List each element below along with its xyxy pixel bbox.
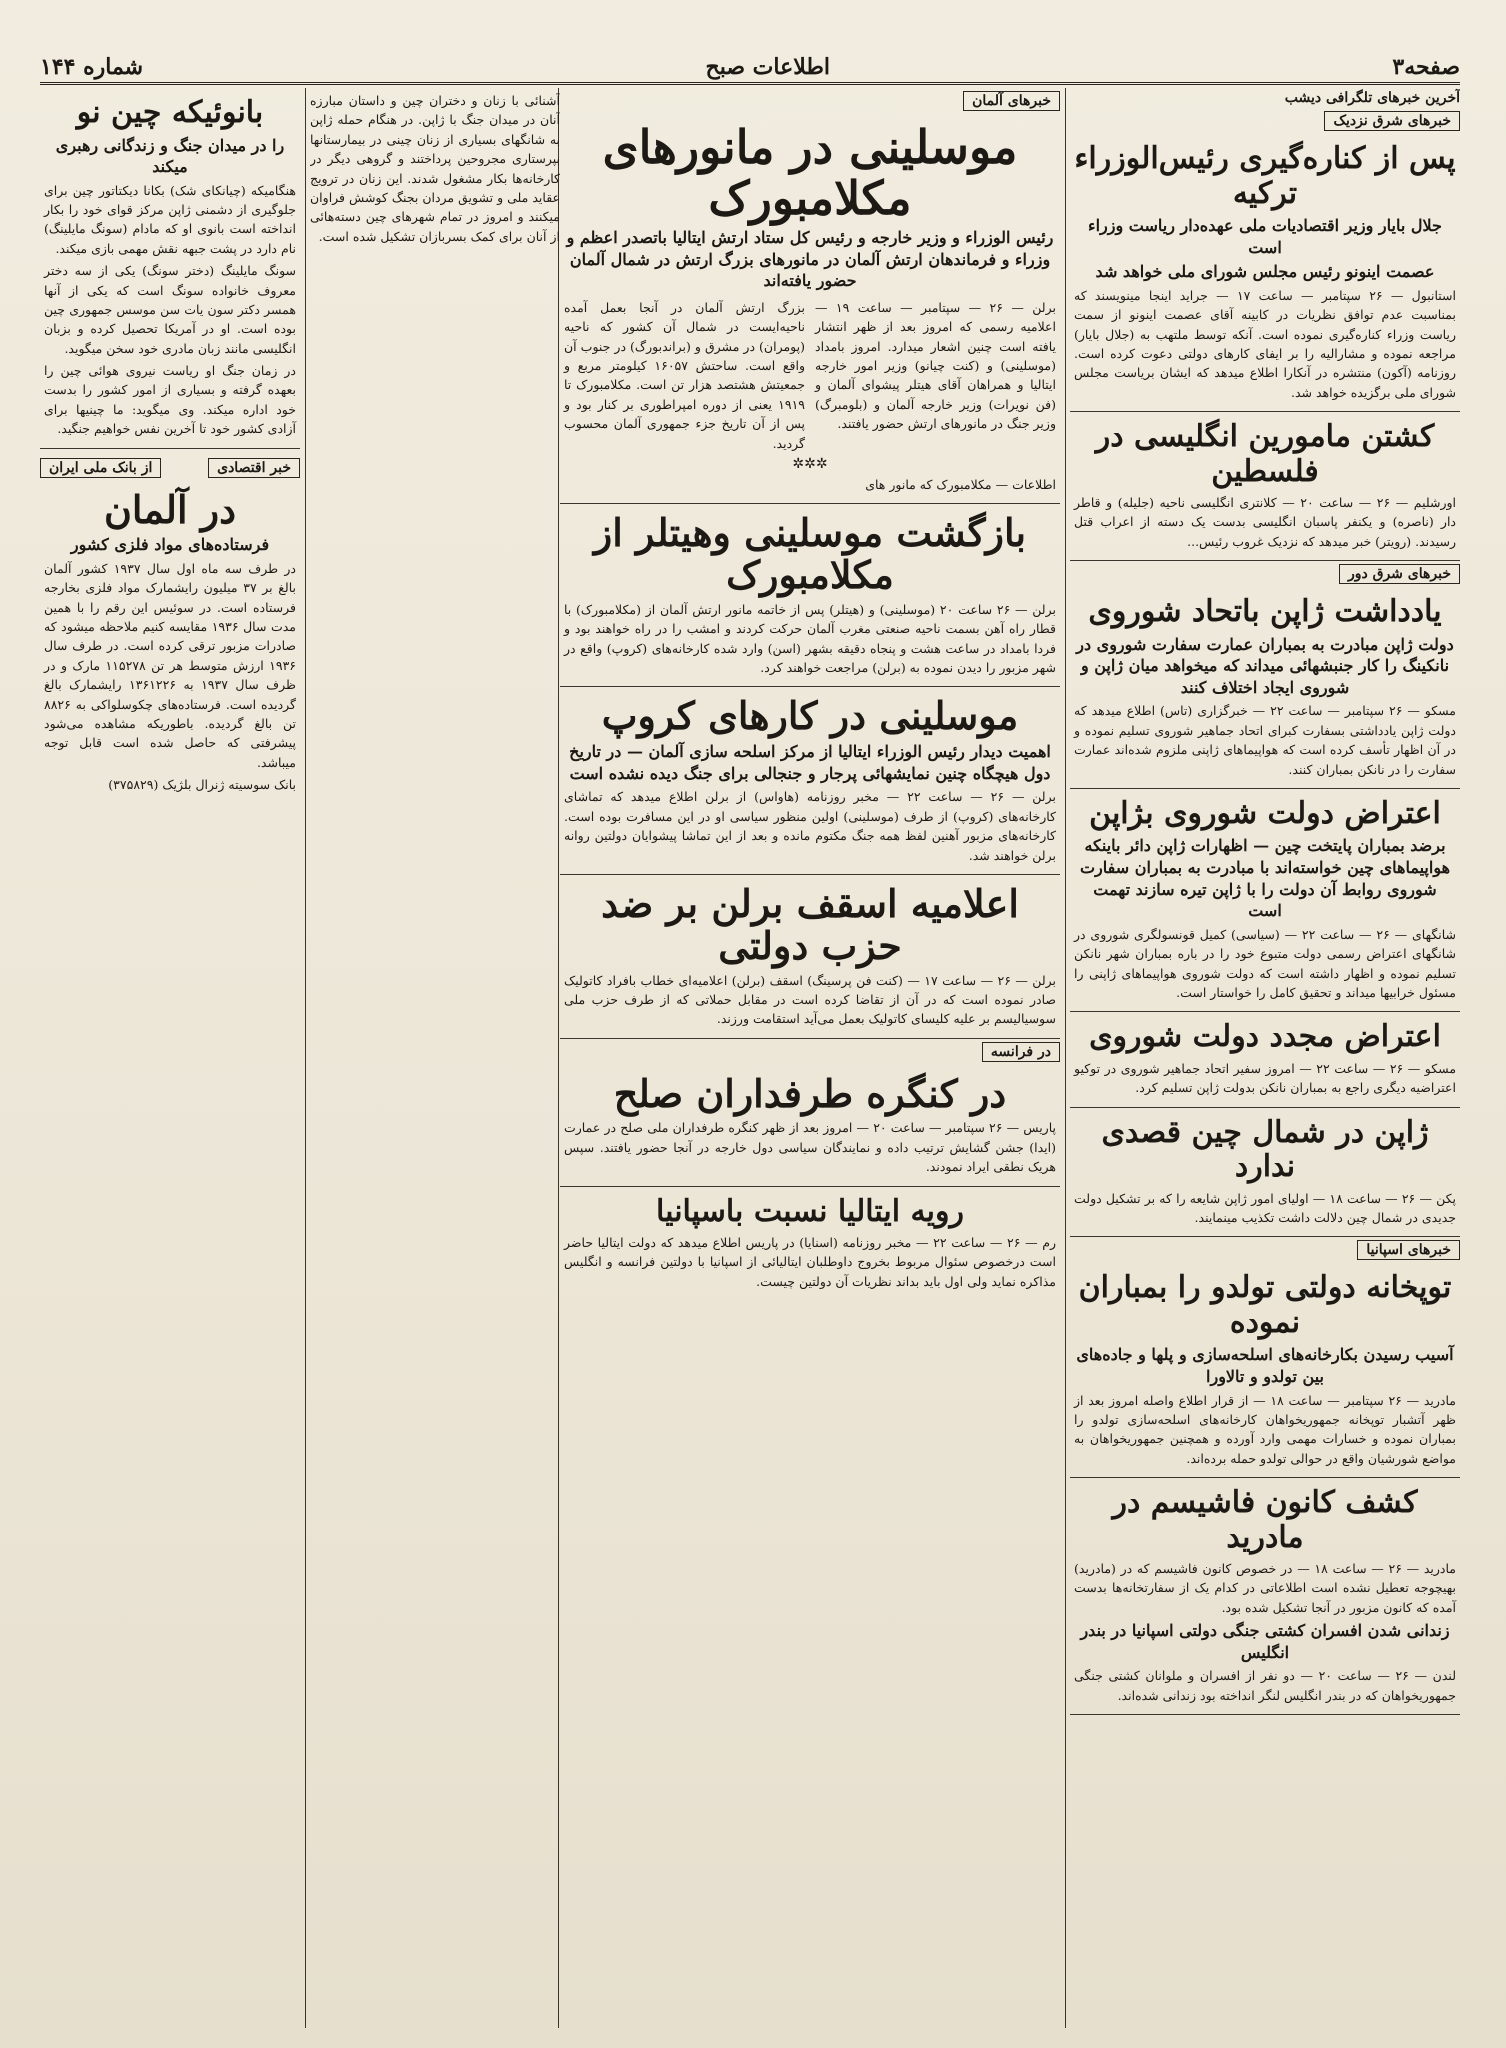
column-narrow [310, 88, 560, 2028]
article-body: پاریس — ۲۶ سپتامبر — ساعت ۲۰ — امروز بعد از ظهر کنگره طرفداران ملی صلح در عمارت (ایدا) جشن گشایش ترتیب داده و نمایندگان سیاسی دول خارجه در آنجا حضور یافتند. سپس هریک نطقی ایراد نمودند. [564, 1120, 1057, 1175]
subheadline: زندانی شدن افسران کشتی جنگی دولتی اسپانیا در بندر انگلیس [1080, 1621, 1450, 1662]
section-far-east: خبرهای شرق دور [1339, 564, 1460, 584]
story-bishop [560, 875, 1060, 1039]
headline: کشتن مامورین انگلیسی در فلسطین [1095, 419, 1435, 489]
section-germany: خبرهای آلمان [963, 91, 1060, 111]
headline: یادداشت ژاپن باتحاد شوروی [1088, 594, 1442, 630]
subheadline: فرستاده‌های مواد فلزی کشور [70, 535, 270, 555]
headline: موسلینی در کارهای کروپ [601, 693, 1019, 739]
article-body: سونگ مایلینگ (دختر سونگ) یکی از سه دختر معروف خانواده سونگ است که یکی از آنها همسر دکتر سون یات سن موسس جمهوری چین بوده است. او در آمریکا تحصیل کرده و بزبان انگلیسی مانند زبان مادری خود سخن میگوید. [44, 263, 296, 356]
column-center [560, 88, 1060, 2028]
subheadline: آسیب رسیدن بکارخانه‌های اسلحه‌سازی و پلها و جاده‌های بین تولدو و تالاورا [1076, 1345, 1454, 1386]
article-body: هنگامیکه (چیانکای شک) بکانا دیکتاتور چین برای جلوگیری از دشمنی ژاپن مرکز قوای خود را بکار انداخته است بانوی او که مادام (سونگ مایلینگ) نام دارد در پشت جبهه نقش مهمی بازی میکند. [44, 182, 296, 256]
story-germany-metals [40, 481, 300, 804]
story-turkey [1070, 134, 1460, 412]
story-protest [1070, 789, 1460, 1012]
issue-number: شماره ۱۴۴ [40, 54, 144, 80]
column-left [40, 88, 300, 2028]
subheadline: اهمیت دیدار رئیس الوزراء ایتالیا از مرکز اسلحه سازی آلمان — در تاریخ دول هیچگاه چنین نمایشهائی پرجار و جنجالی برای جنگ دیده نشده است [569, 742, 1051, 783]
headline: بانوئیکه چین نو [76, 95, 264, 130]
headline: در کنگره طرفداران صلح [613, 1070, 1007, 1116]
subheadline: برضد بمباران پایتخت چین — اظهارات ژاپن دائر باینکه هواپیماهای چین خواسته‌اند با مبادرت به بمباران سفارت شوروی روابط آن دولت را با ژاپن تیره سازند تهمت است [1079, 836, 1451, 921]
story-maneuvers [560, 114, 1060, 504]
story-north-china [1070, 1108, 1460, 1238]
article-body: در زمان جنگ او ریاست نیروی هوائی چین را بعهده گرفته و بسیاری از امور کشور را بدست خود اداره میکند. وی میگوید: ما چینیها برای آزادی کشور خود تا آخرین نفس خواهیم جنگید. [44, 363, 296, 437]
subheadline: عصمت اینونو رئیس مجلس شورای ملی خواهد شد [1095, 262, 1435, 282]
article-body: برلن — ۲۶ — سپتامبر — ساعت ۱۹ — اعلامیه رسمی که امروز بعد از ظهر انتشار یافته است چنین اشعار میدارد. امروز بامداد (موسلینی) و (کنت چیانو) وزیر امور خارجه ایتالیا و همراهان آقای هیتلر پیشوای آلمان و (فن نویرات) وزیر خارجه آلمان و (بلومبرگ) وزیر جنگ در مانورهای ارتش حضور یافتند. [815, 299, 1056, 432]
subheadline: را در میدان جنگ و زندگانی رهبری میکند [55, 135, 285, 177]
section-near-east: خبرهای شرق نزدیک [1324, 111, 1460, 131]
article-body: مسکو — ۲۶ — ساعت ۲۲ — امروز سفیر اتحاد جماهیر شوروی در توکیو اعتراضیه دیگری راجع به بمباران نانکن بدولت ژاپن تسلیم کرد. [1074, 1060, 1457, 1096]
page-label: صفحه۳ [1392, 54, 1460, 80]
article-body: برلن — ۲۶ — ساعت ۲۲ — مخبر روزنامه (هاواس) از برلن اطلاع میدهد که تماشای کارخانه‌های (کروپ) از طرف (موسلینی) اولین منظور سیاسی او در این مسافرت بوده است. کارخانه‌های مزبور آهنین لفظ همه جنگ مکتوم مانده و بعد از این تماشا پیشوایان دولتین روانه برلن خواهند شد. [564, 789, 1056, 863]
article-body: پکن — ۲۶ — ساعت ۱۸ — اولیای امور ژاپن شایعه را که بر تشکیل دولت جدیدی در شمال چین دلالت داشت تکذیب مینمایند. [1074, 1190, 1456, 1225]
story-soviet-note [1070, 587, 1460, 789]
column-right [1070, 88, 1460, 2028]
column-rule [305, 88, 306, 2028]
headline: در آلمان [103, 486, 237, 532]
headline: ژاپن در شمال چین قصدی ندارد [1101, 1114, 1429, 1185]
article-footer: بانک سوسیته ژنرال بلژیک (۳۷۵۸۲۹) [108, 777, 296, 793]
telegraph-banner: آخرین خبرهای تلگرافی دیشب [1284, 90, 1460, 106]
headline: توپخانه دولتی تولدو را بمباران نموده [1078, 1270, 1452, 1340]
paper-name: اطلاعات صبح [705, 54, 830, 80]
bank-label: از بانک ملی ایران [40, 458, 161, 478]
story-palestine [1070, 412, 1460, 561]
article-body: مسکو — ۲۶ سپتامبر — ساعت ۲۲ — خبرگزاری (تاس) اطلاع میدهد که دولت ژاپن یادداشتی بسفارت کبرای اتحاد جماهیر شوروی تسلیم نموده و در آن اظهار تأسف کرده است که هواپیماهای ژاپنی ملزوم شده‌اند عمارت سفارت را در نانکن بمباران کنند. [1074, 703, 1456, 777]
headline: پس از کناره‌گیری رئیس‌الوزراء ترکیه [1074, 141, 1456, 211]
article-body: در طرف سه ماه اول سال ۱۹۳۷ کشور آلمان بالغ بر ۳۷ میلیون رایشمارک مواد فلزی بخارجه فرستاده است. در سوئیس این رقم را با همین مدت سال ۱۹۳۶ مقایسه کنیم ملاحظه میشود که صادرات مزبور ترقی کرده است. در طرف سال ۱۹۳۶ ارزش متوسط هر تن ۱۱۵۲۷۸ مارک و در ظرف سال ۱۹۳۷ به ۱۳۶۱۲۲۶ رایشمارک بالغ گردیده است. فرستاده‌های چکوسلواکی به ۸۸۲۶ تن بالغ گردیده. باطوریکه مشاهده می‌شود پیشرفتی که حاصل شده است قابل توجه میباشد. [44, 560, 296, 770]
article-continuation: آشنائی با زنان و دختران چین و داستان مبارزه آنان در میدان جنگ با ژاپن. در هنگام حمله ژاپن به شانگهای بسیاری از زنان چینی در بیمارستانها بپرستاری مجروحین پرداختند و گروهی دیگر در کارخانه‌ها بکار مشغول شدند. این زنان در ترویج عقاید ملی و تشویق مردان بجنگ کوشش فراوان میکنند و امروز در تمام شهرهای چین دسته‌هائی از آنان برای کمک بسربازان تشکیل شده است. [310, 93, 560, 244]
masthead [40, 52, 1460, 85]
article-body: لندن — ۲۶ — ساعت ۲۰ — دو نفر از افسران و ملوانان کشتی جنگی جمهوریخواهان که در بندر انگلیس لنگر انداخته بود زندانی شده‌اند. [1074, 1668, 1457, 1703]
headline: موسلینی در مانورهای مکلامبورک [602, 120, 1018, 225]
subheadline: جلال بایار وزیر اقتصادیات ملی عهده‌دار ریاست وزراء است [1088, 216, 1442, 257]
headline: اعتراض مجدد دولت شوروی [1089, 1019, 1441, 1055]
story-return [560, 504, 1060, 687]
article-body: بزرگ ارتش آلمان در آنجا بعمل آمده ناحیه‌ایست در شمال آن کشور که ناحیه (پومران) در مشرق و (براندبورگ) در جنوب آن واقع است. ساحتش ۱۶۰۵۷ کیلومتر مربع و جمعیتش هشتصد هزار تن است. مکلامبورک تا ۱۹۱۹ یعنی از دوره امپراطوری بر کنار بود و پس از آن تاریخ جزء جمهوری آلمان محسوب گردید. [564, 299, 805, 451]
ornament-stars: ✲✲✲ [792, 455, 828, 472]
story-krupp [560, 687, 1060, 874]
article-body: اورشلیم — ۲۶ — ساعت ۲۰ — کلانتری انگلیسی ناحیه (جلیله) و قاطر دار (ناصره) و یکنفر پاسبان انگلیسی بدست یک دسته از اعراب قتل رسیدند. (رویتر) خبر میدهد که نزدیک غروب رئیس... [1074, 495, 1456, 549]
article-body: مادرید — ۲۶ سپتامبر — ساعت ۱۸ — از قرار اطلاع واصله امروز بعد از ظهر آتشبار توپخانه جمهوریخواهان کارخانه‌های اسلحه‌سازی تولدو را بمباران نموده و خسارات مهمی وارد آورده و همچنین جمهوریخواهان به مواضع شورشیان واقع در حوالی تولدو حمله برده‌اند. [1074, 1392, 1456, 1466]
article-body: شانگهای — ۲۶ — ساعت ۲۲ — (سیاسی) کمیل قونسولگری شوروی در شانگهای اعتراض رسمی دولت متبوع خود را در باره بمباران شهر نانکن تسلیم نموده و اظهار داشته است که دولت شوروی هواپیماهای ژاپنی را مسئول خرابیها میداند و تحقیق کامل را خواستار است. [1074, 926, 1456, 1000]
headline: رویه ایتالیا نسبت باسپانیا [656, 1193, 964, 1229]
subheadline: رئیس الوزراء و وزیر خارجه و رئیس کل ستاد ارتش ایتالیا باتصدر اعظم و وزراء و فرماندهان ارتش آلمان در مانورهای بزرگ ارتش در شمال آلمان حضور یافته‌اند [566, 228, 1054, 291]
article-body: مادرید — ۲۶ — ساعت ۱۸ — در خصوص کانون فاشیسم که در (مادرید) بهیچوجه تعطیل نشده است اطلاعاتی در کدام یک از سفارتخانه‌ها بدست آمده که کانون مزبور در آنجا تشکیل شده بود. [1074, 1561, 1456, 1615]
headline: اعتراض دولت شوروی بژاپن [1089, 795, 1441, 831]
article-body: برلن — ۲۶ ساعت ۲۰ (موسلینی) و (هیتلر) پس از خاتمه مانور ارتش آلمان از (مکلامبورک) با قطار راه آهن بسمت ناحیه صنعتی مغرب آلمان حرکت کردند و امشب را در راه خواهند بود و فردا بامداد در ساعت هشت و پنجاه دقیقه بشهر (اسن) وارد شده کارخانه‌های (کروپ) واقع در شهر مزبور را دیدن نموده به (برلن) مراجعت خواهند کرد. [564, 601, 1056, 676]
info-note: اطلاعات — مکلامبورک که مانور های [865, 476, 1056, 492]
economic-label: خبر اقتصادی [208, 458, 300, 478]
story-toledo [1070, 1263, 1460, 1478]
article-body: رم — ۲۶ — ساعت ۲۲ — مخبر روزنامه (اسنایا) در پاریس اطلاع میدهد که دولت ایتالیا حاضر است درخصوص سئوال مربوط بخروج داوطلبان ایتالیائی از اسپانیا با دولتین فرانسه و انگلیس مذاکره نماید ولی اول باید بداند نظریات آن دولتین چیست. [564, 1235, 1056, 1289]
column-rule [1065, 88, 1066, 2028]
headline: بازگشت موسلینی وهیتلر از مکلامبورک [593, 510, 1027, 598]
headline: کشف کانون فاشیسم در مادرید [1112, 1485, 1418, 1555]
section-france: در فرانسه [982, 1042, 1060, 1062]
story-protest-again [1070, 1012, 1460, 1107]
subheadline: دولت ژاپن مبادرت به بمباران عمارت سفارت شوروی در نانکینگ را کار جنبشهائی میداند که میخواهد میان ژاپن و شوروی ایجاد اختلاف کنند [1076, 634, 1454, 697]
section-spain: خبرهای اسپانیا [1357, 1240, 1460, 1260]
story-peace-congress [560, 1065, 1060, 1187]
article-body: برلن — ۲۶ — ساعت ۱۷ — (کنت فن پرسینگ) اسقف (برلن) اعلامیه‌ای خطاب بافراد کاتولیک صادر نموده است که در آن از تقاضا کرده است در مقابل حملاتی که از طرف حزب ملی سوسیالیسم بر علیه کلیسای کاتولیک بعمل می‌آید استقامت ورزند. [564, 972, 1057, 1027]
article-body: استانبول — ۲۶ سپتامبر — ساعت ۱۷ — جراید اینجا مینویسند که بمناسبت عدم توافق نظریات در کابینه آقای عصمت اینونو از سمت ریاست وزراء کناره‌گیری نموده است. آنکه توسط ملتهب به (جلال بایار) مراجعه نموده و مشارالیه را بر ایفای کارهای دولتی دعوت کرده است. روزنامه (آکون) منتشره در آنکارا اطلاع میدهد که ایشان بریاست مجلس شورای ملی برگزیده خواهد شد. [1074, 287, 1456, 400]
headline: اعلامیه اسقف برلن بر ضد حزب دولتی [601, 880, 1019, 968]
story-italy-spain [560, 1187, 1060, 1301]
story-china-woman [40, 88, 300, 449]
story-madrid [1070, 1478, 1460, 1715]
